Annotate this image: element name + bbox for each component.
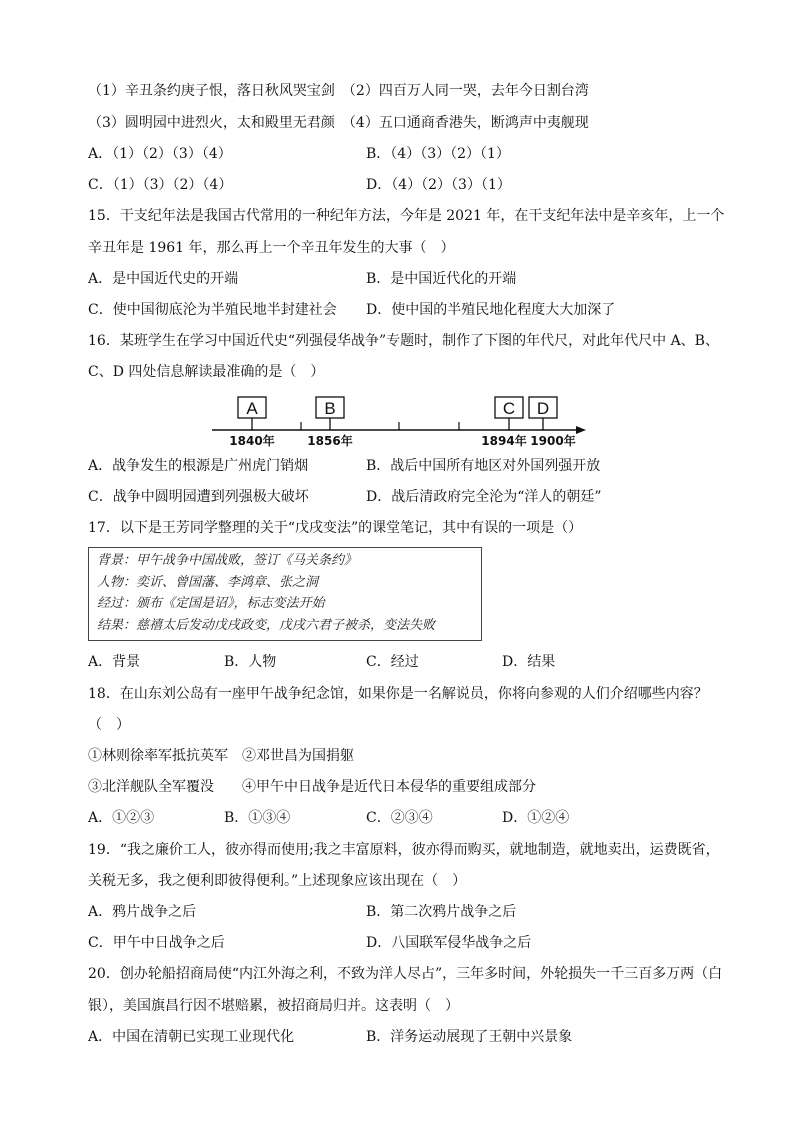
timeline-box-label-a: A	[246, 399, 258, 418]
q18-items-line-2: ③北洋舰队全军覆没 ④甲午中日战争是近代日本侵华的重要组成部分	[88, 779, 536, 795]
notes-line-result: 结果：慈禧太后发动戊戌政变，戊戌六君子被杀，变法失败	[97, 617, 436, 633]
q16-stem-line-1: 16．某班学生在学习中国近代史“列强侵华战争”专题时，制作了下图的年代尺，对此年代尺中 A、B、	[88, 333, 719, 349]
q19-option-c: C．甲午中日战争之后	[88, 935, 225, 951]
q14-line-2: （3）圆明园中进烈火，太和殿里无君颜 （4）五口通商香港失，断鸿声中夷舰现	[88, 115, 589, 131]
q18-option-d: D．①②④	[502, 810, 570, 826]
timeline-box-label-c: C	[502, 399, 516, 418]
timeline-arrow-icon	[576, 426, 586, 434]
q18-items-line-1: ①林则徐率军抵抗英军 ②邓世昌为国捐躯	[88, 748, 354, 764]
q20-option-b: B．洋务运动展现了王朝中兴景象	[366, 1029, 573, 1045]
q14-option-b: B．（4）（3）（2）（1）	[366, 146, 510, 162]
timeline-marker-d	[529, 397, 557, 430]
timeline-year-1894: 1894年	[481, 434, 527, 448]
q17-option-b: B．人物	[224, 654, 277, 670]
q14-option-a: A．（1）（2）（3）（4）	[88, 146, 232, 162]
timeline-year-1856: 1856年	[307, 434, 353, 448]
q18-stem-line-1: 18．在山东刘公岛有一座甲午战争纪念馆，如果你是一名解说员，你将向参观的人们介绍哪些内容？	[88, 686, 708, 702]
q18-option-c: C．②③④	[366, 810, 433, 826]
q15-stem-line-2: 辛丑年是 1961 年，那么再上一个辛丑年发生的大事（ ）	[88, 240, 455, 256]
q17-option-a: A．背景	[88, 654, 141, 670]
q19-stem-line-2: 关税无多，我之便利即彼得便利。”上述现象应该出现在（ ）	[88, 873, 467, 889]
q18-option-a: A．①②③	[88, 810, 155, 826]
q19-option-d: D．八国联军侵华战争之后	[366, 935, 532, 951]
q15-option-b: B．是中国近代化的开端	[366, 271, 517, 287]
q15-option-a: A．是中国近代史的开端	[88, 271, 239, 287]
q19-option-b: B．第二次鸦片战争之后	[366, 904, 517, 920]
timeline-box-label-b: B	[324, 399, 336, 418]
timeline-year-1840: 1840年	[229, 434, 275, 448]
q17-option-d: D．结果	[502, 654, 556, 670]
timeline-marker-a	[238, 397, 266, 430]
q17-option-c: C．经过	[366, 654, 419, 670]
timeline-figure	[206, 392, 596, 448]
q16-stem-line-2: C、D 四处信息解读最准确的是（ ）	[88, 364, 325, 380]
q17-stem: 17．以下是王芳同学整理的关于“戊戌变法”的课堂笔记，其中有误的一项是（）	[88, 520, 583, 536]
q14-line-1: （1）辛丑条约庚子恨，落日秋风哭宝剑 （2）四百万人同一哭，去年今日割台湾	[88, 83, 589, 99]
notes-line-process: 经过：颁布《定国是诏》，标志变法开始	[97, 596, 325, 611]
q19-stem-line-1: 19．“我之廉价工人，彼亦得而使用;我之丰富原料，彼亦得而购买，就地制造，就地卖出，运费既省，	[88, 842, 720, 858]
q20-option-a: A．中国在清朝已实现工业现代化	[88, 1029, 295, 1045]
q14-option-c: C．（1）（3）（2）（4）	[88, 177, 233, 193]
notes-line-people: 人物：奕䜣、曾国藩、李鸿章、张之洞	[97, 574, 319, 590]
q16-option-b: B．战后中国所有地区对外国列强开放	[366, 458, 601, 474]
timeline-marker-b	[316, 397, 344, 430]
q15-stem-line-1: 15．干支纪年法是我国古代常用的一种纪年方法，今年是 2021 年，在干支纪年法中是辛亥年，上一个	[88, 208, 725, 224]
timeline-marker-c	[495, 397, 523, 430]
q18-stem-line-2: （ ）	[88, 717, 130, 733]
q14-option-d: D．（4）（2）（3）（1）	[366, 177, 511, 193]
q20-stem-line-1: 20．创办轮船招商局使“内江外海之利，不致为洋人尽占”，三年多时间，外轮损失一千三百多万两（白	[88, 966, 723, 982]
q20-stem-line-2: 银），美国旗昌行因不堪赔累，被招商局归并。这表明（ ）	[88, 998, 459, 1014]
q19-option-a: A．鸦片战争之后	[88, 904, 197, 920]
q16-option-d: D．战后清政府完全沦为“洋人的朝廷”	[366, 489, 602, 505]
notes-line-background: 背景：甲午战争中国战败，签订《马关条约》	[97, 553, 358, 568]
q16-option-c: C．战争中圆明园遭到列强极大破坏	[88, 489, 309, 505]
timeline-year-1900: 1900年	[530, 434, 576, 448]
q15-option-c: C．使中国彻底沦为半殖民地半封建社会	[88, 302, 337, 318]
timeline-box-label-d: D	[536, 399, 550, 418]
q15-option-d: D．使中国的半殖民地化程度大大加深了	[366, 302, 616, 318]
class-notes-box	[88, 547, 482, 641]
q16-option-a: A．战争发生的根源是广州虎门销烟	[88, 458, 309, 474]
q18-option-b: B．①③④	[224, 810, 291, 826]
